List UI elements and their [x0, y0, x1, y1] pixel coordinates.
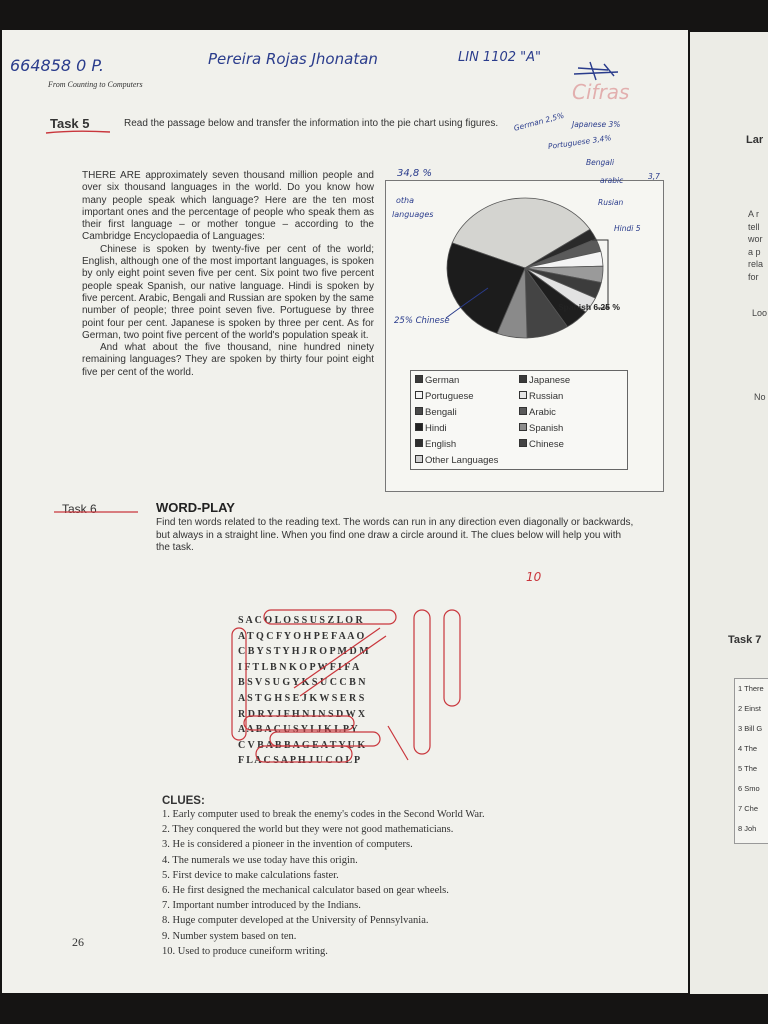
grid-row-4: I F T L B N K O P W F I F A [238, 661, 360, 673]
legend-item-other: Other Languages [415, 455, 498, 466]
clue-9: 9. Number system based on ten. [162, 930, 297, 942]
right-heading-fragment: Lar [746, 134, 764, 146]
hw-label-russian: Rusian [598, 198, 624, 207]
spanish-pointer-line [588, 228, 628, 318]
task7-label: Task 7 [728, 634, 762, 646]
hw-label-german: German 2,5% [512, 110, 566, 133]
grid-row-9: C V B A B B A G E A T Y U K [238, 739, 366, 751]
grid-row-2: A T Q C F Y O H P E F A A O [238, 630, 365, 642]
grid-row-10: F L A C S A P H J U C O L P [238, 755, 361, 767]
chart-legend [410, 370, 628, 470]
hw-label-portuguese: Portuguese 3,4% [547, 133, 612, 151]
facing-page [690, 32, 768, 994]
task7-list: 1 There 2 Einst 3 Bill G 4 The 5 The 6 Smo 7 Che 8 Joh [734, 678, 768, 844]
passage-paragraph-2: Chinese is spoken by twenty-five per cent of the world; English, although one of the most important languages, is spoken by only eight point seven five per cent. Six point two five percent people speak Spanish, our native language. Hindi is spoken by five percent. Arabic, Bengali and Russian are spoken by the same number of people; three point seven five. Portuguese by three point four per cent. Japanese is spoken by three per cent. As for German, two point five percent of the world's population speak it. [82, 243, 374, 341]
handwritten-student-id: 664858 0 P. [10, 56, 104, 75]
legend-item-spanish: Spanish [519, 423, 563, 434]
clue-1: 1. Early computer used to break the enemy's codes in the Second World War. [162, 809, 485, 820]
task6-label: Task 6 [62, 502, 97, 516]
hw-label-japanese: Japanese 3% [572, 120, 621, 129]
passage-paragraph-3: And what about the five thousand, nine hundred ninety remaining languages? They are spoken by thirty four point eight five per cent of the world. [82, 342, 374, 378]
clue-2: 2. They conquered the world but they were not good mathematicians. [162, 824, 454, 836]
word-circles [230, 608, 470, 774]
hw-label-hindi: Hindi 5 [614, 224, 641, 233]
clue-4: 4. The numerals we use today have this origin. [162, 854, 358, 866]
hw-label-arabic: arabic [600, 176, 624, 185]
hw-chinese-arrow [442, 282, 502, 322]
clue-6: 6. He first designed the mechanical calculator based on gear wheels. [162, 884, 449, 896]
page-number: 26 [72, 935, 84, 949]
reading-passage [82, 170, 374, 379]
clue-10: 10. Used to produce cuneiform writing. [162, 945, 328, 957]
handwritten-ribbon-note: Cifras [572, 80, 630, 104]
textbook-page [2, 30, 688, 993]
clues-title: CLUES: [162, 795, 205, 807]
clue-7: 7. Important number introduced by the Indians. [162, 900, 361, 912]
clue-8: 8. Huge computer developed at the University of Pennsylvania. [162, 915, 429, 927]
task6-mark [52, 508, 142, 516]
grid-row-3: C B Y S T Y H J R O P M D M [238, 646, 369, 658]
handwritten-course: LIN 1102 "A" [458, 50, 542, 65]
legend-item-hindi: Hindi [415, 423, 447, 434]
hw-label-others-3: languages [392, 210, 434, 219]
legend-item-russian: Russian [519, 391, 563, 402]
task6-instruction: Find ten words related to the reading text. The words can run in any direction even diagonally or backwards, but always in a straight line. When you find one draw a circle around it. The clues below will help you with the task. [156, 517, 634, 553]
hw-label-chinese: 25% Chinese [394, 316, 450, 326]
right-fragment-no: No [754, 392, 766, 402]
legend-item-german: German [415, 375, 459, 386]
grid-row-6: A S T G H S E J K W S E R S [238, 692, 365, 704]
legend-item-japanese: Japanese [519, 375, 570, 386]
task5-label: Task 5 [50, 116, 90, 131]
wordplay-heading: WORD-PLAY [156, 500, 235, 515]
hw-label-arabic-value: 3,7 [648, 172, 660, 181]
task5-underline [44, 128, 114, 136]
hw-label-bengali: Bengali [586, 158, 615, 167]
legend-item-english: English [415, 439, 456, 450]
hw-label-others: 34,8 % [397, 168, 432, 179]
clue-5: 5. First device to make calculations faster. [162, 869, 339, 881]
grid-row-8: A A B A C U S Y I J K L P Y [238, 724, 358, 736]
legend-item-arabic: Arabic [519, 407, 556, 418]
passage-paragraph-1: THERE ARE approximately seven thousand million people and over six thousand languages in the world. Do you know how many people speak which language? Here are the ten most important ones and the percentage of people who speak them as their first language – or mother tongue – according to the Cambridge Encyclopaedia of Languages: [82, 170, 374, 243]
handwritten-student-name: Pereira Rojas Jhonatan [208, 50, 378, 68]
grid-row-5: B S V S U G Y K S U C C B N [238, 677, 366, 689]
right-fragment-loo: Loo [752, 308, 768, 318]
right-text-lines: A r tell wor a p rela for [748, 209, 764, 282]
hw-grid-count: 10 [526, 570, 542, 584]
spanish-printed-label: Spanish 6.25 % [558, 302, 620, 312]
legend-item-chinese: Chinese [519, 439, 564, 450]
legend-item-portuguese: Portuguese [415, 391, 474, 402]
hw-label-others-2: otha [396, 196, 415, 205]
task5-instruction: Read the passage below and transfer the information into the pie chart using figures. [124, 118, 499, 129]
legend-item-bengali: Bengali [415, 407, 457, 418]
grid-row-1: S A C O L O S S U S Z L O R [238, 615, 363, 626]
clue-3: 3. He is considered a pioneer in the invention of computers. [162, 839, 413, 851]
grid-row-7: R D R Y J F H N I N S D W X [238, 708, 366, 720]
book-title: From Counting to Computers [48, 80, 143, 89]
scribble-mark [568, 58, 628, 82]
clues-section [162, 795, 485, 961]
